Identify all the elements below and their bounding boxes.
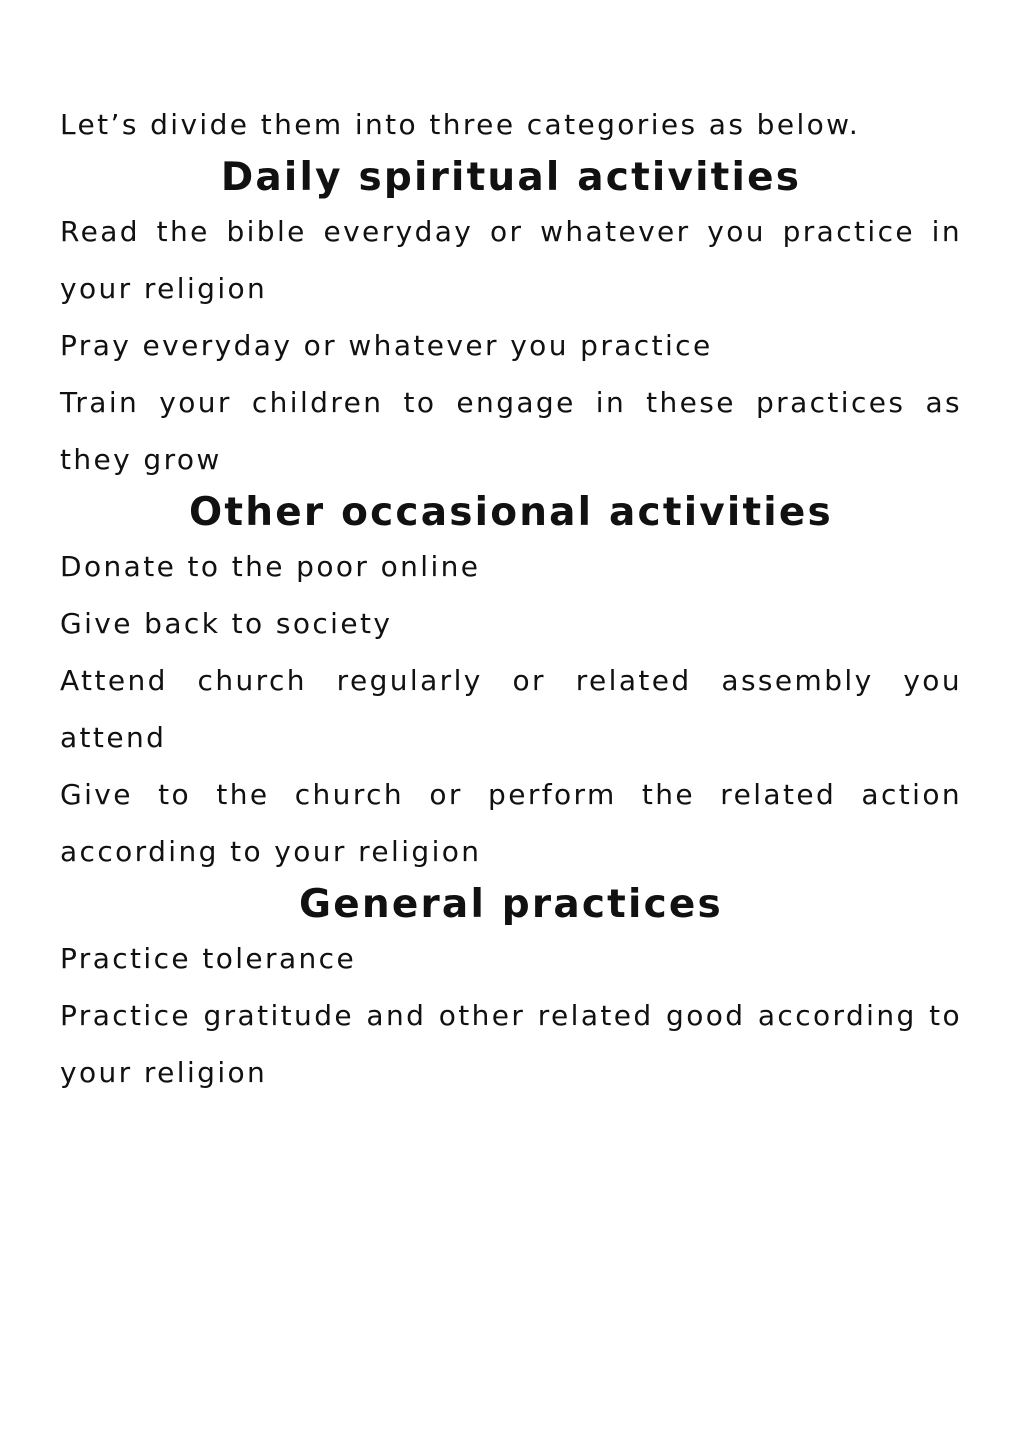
- section-heading-general: General practices: [299, 882, 723, 927]
- list-item: Read the bible everyday or whatever you practice in your religion: [60, 215, 962, 305]
- list-item: Practice gratitude and other related good according to your religion: [60, 999, 962, 1089]
- section-general: [60, 880, 962, 1101]
- list-item: Donate to the poor online: [60, 550, 481, 583]
- list-item: Practice tolerance: [60, 942, 357, 975]
- list-item: Pray everyday or whatever you practice: [60, 329, 713, 362]
- section-heading-occasional: Other occasional activities: [189, 490, 833, 535]
- section-daily: [60, 153, 962, 488]
- section-heading-daily: Daily spiritual activities: [220, 155, 802, 200]
- list-item: Attend church regularly or related assembly you attend: [60, 664, 962, 754]
- list-item: Train your children to engage in these practices as they grow: [60, 386, 962, 476]
- intro-paragraph: Let’s divide them into three categories as below.: [60, 108, 861, 141]
- list-item: Give back to society: [60, 607, 393, 640]
- section-occasional: [60, 488, 962, 880]
- document-page: [60, 96, 962, 1101]
- list-item: Give to the church or perform the related action according to your religion: [60, 778, 962, 868]
